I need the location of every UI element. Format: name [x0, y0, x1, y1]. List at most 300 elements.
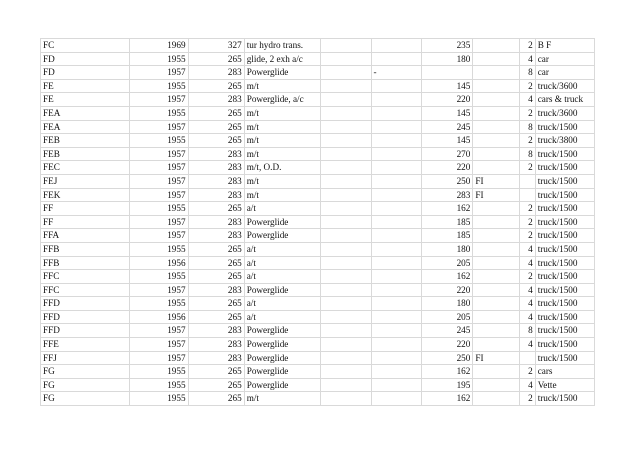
horsepower-cell: 185	[422, 215, 473, 229]
table-row	[41, 256, 595, 270]
empty-cell	[320, 338, 371, 352]
fuel-injection-cell	[473, 242, 520, 256]
fuel-injection-cell	[473, 229, 520, 243]
cid-cell: 265	[188, 52, 244, 66]
transmission-cell: a/t	[244, 202, 320, 216]
engine-code-cell: FFC	[41, 283, 130, 297]
engine-code-sheet	[40, 38, 595, 406]
transmission-cell: tur hydro trans.	[244, 39, 320, 53]
fuel-injection-cell	[473, 215, 520, 229]
application-cell: truck/1500	[535, 270, 594, 284]
table-row	[41, 270, 595, 284]
flag-cell	[371, 161, 422, 175]
table-row	[41, 351, 595, 365]
table-row	[41, 215, 595, 229]
cid-cell: 283	[188, 324, 244, 338]
flag-cell	[371, 365, 422, 379]
year-cell: 1957	[130, 215, 188, 229]
flag-cell	[371, 270, 422, 284]
empty-cell	[320, 283, 371, 297]
barrel-count-cell: 8	[520, 120, 536, 134]
transmission-cell: m/t	[244, 392, 320, 406]
horsepower-cell: 185	[422, 229, 473, 243]
fuel-injection-cell	[473, 310, 520, 324]
cid-cell: 265	[188, 120, 244, 134]
engine-code-cell: FEB	[41, 147, 130, 161]
year-cell: 1957	[130, 338, 188, 352]
year-cell: 1957	[130, 120, 188, 134]
year-cell: 1955	[130, 242, 188, 256]
table-row	[41, 188, 595, 202]
application-cell: truck/1500	[535, 283, 594, 297]
flag-cell	[371, 188, 422, 202]
empty-cell	[320, 297, 371, 311]
engine-code-cell: FFB	[41, 242, 130, 256]
application-cell: truck/1500	[535, 215, 594, 229]
application-cell: truck/1500	[535, 174, 594, 188]
cid-cell: 265	[188, 79, 244, 93]
cid-cell: 265	[188, 242, 244, 256]
year-cell: 1957	[130, 147, 188, 161]
fuel-injection-cell	[473, 338, 520, 352]
transmission-cell: Powerglide	[244, 338, 320, 352]
horsepower-cell: 145	[422, 79, 473, 93]
application-cell: truck/1500	[535, 188, 594, 202]
barrel-count-cell	[520, 174, 536, 188]
table-row	[41, 174, 595, 188]
application-cell: car	[535, 66, 594, 80]
cid-cell: 283	[188, 188, 244, 202]
cid-cell: 265	[188, 270, 244, 284]
flag-cell	[371, 106, 422, 120]
horsepower-cell: 180	[422, 52, 473, 66]
barrel-count-cell	[520, 351, 536, 365]
barrel-count-cell: 4	[520, 297, 536, 311]
application-cell: cars & truck	[535, 93, 594, 107]
application-cell: truck/1500	[535, 324, 594, 338]
barrel-count-cell: 4	[520, 242, 536, 256]
table-row	[41, 147, 595, 161]
cid-cell: 283	[188, 66, 244, 80]
transmission-cell: m/t	[244, 188, 320, 202]
cid-cell: 265	[188, 297, 244, 311]
year-cell: 1957	[130, 174, 188, 188]
empty-cell	[320, 147, 371, 161]
flag-cell	[371, 256, 422, 270]
transmission-cell: m/t	[244, 134, 320, 148]
fuel-injection-cell	[473, 202, 520, 216]
horsepower-cell: 162	[422, 202, 473, 216]
year-cell: 1955	[130, 297, 188, 311]
year-cell: 1955	[130, 365, 188, 379]
engine-code-cell: FEA	[41, 106, 130, 120]
flag-cell	[371, 202, 422, 216]
engine-code-cell: FEA	[41, 120, 130, 134]
fuel-injection-cell	[473, 324, 520, 338]
horsepower-cell: 270	[422, 147, 473, 161]
transmission-cell: Powerglide, a/c	[244, 93, 320, 107]
transmission-cell: m/t	[244, 106, 320, 120]
empty-cell	[320, 324, 371, 338]
table-row	[41, 229, 595, 243]
year-cell: 1955	[130, 202, 188, 216]
barrel-count-cell	[520, 188, 536, 202]
cid-cell: 265	[188, 378, 244, 392]
cid-cell: 283	[188, 351, 244, 365]
flag-cell	[371, 338, 422, 352]
application-cell: truck/3800	[535, 134, 594, 148]
transmission-cell: Powerglide	[244, 229, 320, 243]
fuel-injection-cell	[473, 79, 520, 93]
engine-code-cell: FE	[41, 93, 130, 107]
engine-code-cell: FFE	[41, 338, 130, 352]
table-row	[41, 134, 595, 148]
engine-code-cell: FG	[41, 378, 130, 392]
flag-cell	[371, 134, 422, 148]
table-row	[41, 106, 595, 120]
flag-cell: -	[371, 66, 422, 80]
flag-cell	[371, 120, 422, 134]
empty-cell	[320, 215, 371, 229]
application-cell: truck/1500	[535, 161, 594, 175]
flag-cell	[371, 93, 422, 107]
engine-code-cell: FFA	[41, 229, 130, 243]
year-cell: 1955	[130, 134, 188, 148]
barrel-count-cell: 2	[520, 270, 536, 284]
application-cell: truck/1500	[535, 242, 594, 256]
transmission-cell: glide, 2 exh a/c	[244, 52, 320, 66]
cid-cell: 283	[188, 147, 244, 161]
fuel-injection-cell: FI	[473, 188, 520, 202]
year-cell: 1957	[130, 324, 188, 338]
transmission-cell: Powerglide	[244, 283, 320, 297]
table-row	[41, 297, 595, 311]
empty-cell	[320, 202, 371, 216]
transmission-cell: Powerglide	[244, 215, 320, 229]
table-row	[41, 39, 595, 53]
transmission-cell: m/t	[244, 174, 320, 188]
transmission-cell: a/t	[244, 270, 320, 284]
fuel-injection-cell	[473, 297, 520, 311]
fuel-injection-cell	[473, 120, 520, 134]
table-row	[41, 52, 595, 66]
application-cell: truck/1500	[535, 120, 594, 134]
fuel-injection-cell	[473, 106, 520, 120]
year-cell: 1955	[130, 79, 188, 93]
empty-cell	[320, 174, 371, 188]
engine-code-cell: FF	[41, 215, 130, 229]
engine-code-table	[40, 38, 595, 406]
cid-cell: 265	[188, 134, 244, 148]
horsepower-cell: 180	[422, 297, 473, 311]
fuel-injection-cell	[473, 52, 520, 66]
flag-cell	[371, 147, 422, 161]
fuel-injection-cell: FI	[473, 351, 520, 365]
table-row	[41, 392, 595, 406]
empty-cell	[320, 134, 371, 148]
empty-cell	[320, 52, 371, 66]
cid-cell: 265	[188, 365, 244, 379]
horsepower-cell: 245	[422, 324, 473, 338]
engine-code-cell: FG	[41, 392, 130, 406]
engine-code-cell: FEK	[41, 188, 130, 202]
engine-code-cell: FC	[41, 39, 130, 53]
horsepower-cell: 162	[422, 270, 473, 284]
fuel-injection-cell	[473, 365, 520, 379]
application-cell: truck/1500	[535, 392, 594, 406]
year-cell: 1969	[130, 39, 188, 53]
fuel-injection-cell	[473, 134, 520, 148]
application-cell: truck/1500	[535, 297, 594, 311]
cid-cell: 265	[188, 392, 244, 406]
cid-cell: 265	[188, 256, 244, 270]
cid-cell: 327	[188, 39, 244, 53]
empty-cell	[320, 188, 371, 202]
empty-cell	[320, 66, 371, 80]
horsepower-cell: 283	[422, 188, 473, 202]
table-row	[41, 66, 595, 80]
year-cell: 1955	[130, 378, 188, 392]
application-cell: truck/3600	[535, 106, 594, 120]
table-row	[41, 378, 595, 392]
cid-cell: 283	[188, 283, 244, 297]
barrel-count-cell: 4	[520, 52, 536, 66]
barrel-count-cell: 4	[520, 378, 536, 392]
cid-cell: 283	[188, 215, 244, 229]
application-cell: truck/1500	[535, 310, 594, 324]
application-cell: truck/1500	[535, 338, 594, 352]
horsepower-cell: 205	[422, 256, 473, 270]
engine-code-cell: FFC	[41, 270, 130, 284]
year-cell: 1957	[130, 229, 188, 243]
horsepower-cell: 145	[422, 106, 473, 120]
cid-cell: 265	[188, 202, 244, 216]
empty-cell	[320, 161, 371, 175]
fuel-injection-cell	[473, 66, 520, 80]
transmission-cell: Powerglide	[244, 66, 320, 80]
table-row	[41, 338, 595, 352]
flag-cell	[371, 392, 422, 406]
engine-code-cell: FFD	[41, 297, 130, 311]
empty-cell	[320, 39, 371, 53]
horsepower-cell: 180	[422, 242, 473, 256]
year-cell: 1955	[130, 106, 188, 120]
year-cell: 1957	[130, 351, 188, 365]
table-row	[41, 93, 595, 107]
flag-cell	[371, 174, 422, 188]
horsepower-cell: 220	[422, 93, 473, 107]
year-cell: 1957	[130, 188, 188, 202]
transmission-cell: m/t, O.D.	[244, 161, 320, 175]
application-cell: cars	[535, 365, 594, 379]
engine-code-cell: FD	[41, 66, 130, 80]
horsepower-cell: 145	[422, 134, 473, 148]
horsepower-cell: 195	[422, 378, 473, 392]
transmission-cell: m/t	[244, 147, 320, 161]
flag-cell	[371, 378, 422, 392]
application-cell: B F	[535, 39, 594, 53]
year-cell: 1957	[130, 283, 188, 297]
engine-code-cell: FEJ	[41, 174, 130, 188]
engine-code-cell: FEC	[41, 161, 130, 175]
barrel-count-cell: 2	[520, 161, 536, 175]
empty-cell	[320, 351, 371, 365]
engine-code-cell: FF	[41, 202, 130, 216]
transmission-cell: Powerglide	[244, 351, 320, 365]
barrel-count-cell: 2	[520, 392, 536, 406]
empty-cell	[320, 365, 371, 379]
empty-cell	[320, 378, 371, 392]
horsepower-cell: 205	[422, 310, 473, 324]
barrel-count-cell: 4	[520, 93, 536, 107]
engine-code-cell: FFD	[41, 310, 130, 324]
empty-cell	[320, 79, 371, 93]
flag-cell	[371, 215, 422, 229]
engine-code-cell: FE	[41, 79, 130, 93]
horsepower-cell: 250	[422, 174, 473, 188]
transmission-cell: a/t	[244, 256, 320, 270]
horsepower-cell: 162	[422, 392, 473, 406]
fuel-injection-cell	[473, 39, 520, 53]
empty-cell	[320, 270, 371, 284]
transmission-cell: a/t	[244, 310, 320, 324]
year-cell: 1957	[130, 93, 188, 107]
barrel-count-cell: 2	[520, 215, 536, 229]
flag-cell	[371, 229, 422, 243]
barrel-count-cell: 8	[520, 324, 536, 338]
horsepower-cell: 220	[422, 283, 473, 297]
cid-cell: 283	[188, 338, 244, 352]
barrel-count-cell: 2	[520, 202, 536, 216]
table-row	[41, 283, 595, 297]
table-row	[41, 79, 595, 93]
fuel-injection-cell: FI	[473, 174, 520, 188]
horsepower-cell: 250	[422, 351, 473, 365]
year-cell: 1956	[130, 310, 188, 324]
year-cell: 1956	[130, 256, 188, 270]
transmission-cell: a/t	[244, 297, 320, 311]
engine-code-cell: FFD	[41, 324, 130, 338]
engine-code-rows	[41, 39, 595, 406]
year-cell: 1955	[130, 52, 188, 66]
flag-cell	[371, 52, 422, 66]
barrel-count-cell: 2	[520, 39, 536, 53]
barrel-count-cell: 8	[520, 147, 536, 161]
transmission-cell: m/t	[244, 120, 320, 134]
horsepower-cell: 220	[422, 338, 473, 352]
table-row	[41, 161, 595, 175]
barrel-count-cell: 4	[520, 338, 536, 352]
flag-cell	[371, 79, 422, 93]
cid-cell: 283	[188, 174, 244, 188]
fuel-injection-cell	[473, 93, 520, 107]
empty-cell	[320, 106, 371, 120]
application-cell: truck/1500	[535, 229, 594, 243]
table-row	[41, 202, 595, 216]
fuel-injection-cell	[473, 378, 520, 392]
horsepower-cell: 235	[422, 39, 473, 53]
barrel-count-cell: 2	[520, 229, 536, 243]
transmission-cell: a/t	[244, 242, 320, 256]
flag-cell	[371, 310, 422, 324]
engine-code-cell: FEB	[41, 134, 130, 148]
horsepower-cell: 245	[422, 120, 473, 134]
empty-cell	[320, 256, 371, 270]
table-row	[41, 242, 595, 256]
transmission-cell: Powerglide	[244, 324, 320, 338]
barrel-count-cell: 2	[520, 79, 536, 93]
barrel-count-cell: 4	[520, 310, 536, 324]
horsepower-cell: 220	[422, 161, 473, 175]
year-cell: 1955	[130, 392, 188, 406]
fuel-injection-cell	[473, 147, 520, 161]
transmission-cell: m/t	[244, 79, 320, 93]
flag-cell	[371, 351, 422, 365]
engine-code-cell: FG	[41, 365, 130, 379]
barrel-count-cell: 2	[520, 106, 536, 120]
transmission-cell: Powerglide	[244, 365, 320, 379]
year-cell: 1955	[130, 270, 188, 284]
transmission-cell: Powerglide	[244, 378, 320, 392]
horsepower-cell: 162	[422, 365, 473, 379]
table-row	[41, 120, 595, 134]
application-cell: truck/1500	[535, 256, 594, 270]
fuel-injection-cell	[473, 283, 520, 297]
barrel-count-cell: 2	[520, 134, 536, 148]
barrel-count-cell: 4	[520, 283, 536, 297]
flag-cell	[371, 297, 422, 311]
application-cell: truck/1500	[535, 351, 594, 365]
cid-cell: 265	[188, 106, 244, 120]
year-cell: 1957	[130, 161, 188, 175]
cid-cell: 283	[188, 161, 244, 175]
table-row	[41, 324, 595, 338]
table-row	[41, 365, 595, 379]
cid-cell: 283	[188, 229, 244, 243]
table-row	[41, 310, 595, 324]
application-cell: car	[535, 52, 594, 66]
application-cell: truck/3600	[535, 79, 594, 93]
engine-code-cell: FFJ	[41, 351, 130, 365]
empty-cell	[320, 93, 371, 107]
application-cell: truck/1500	[535, 147, 594, 161]
empty-cell	[320, 310, 371, 324]
application-cell: Vette	[535, 378, 594, 392]
barrel-count-cell: 2	[520, 365, 536, 379]
barrel-count-cell: 4	[520, 256, 536, 270]
flag-cell	[371, 39, 422, 53]
cid-cell: 283	[188, 93, 244, 107]
application-cell: truck/1500	[535, 202, 594, 216]
fuel-injection-cell	[473, 270, 520, 284]
fuel-injection-cell	[473, 256, 520, 270]
flag-cell	[371, 283, 422, 297]
flag-cell	[371, 324, 422, 338]
empty-cell	[320, 242, 371, 256]
engine-code-cell: FD	[41, 52, 130, 66]
horsepower-cell	[422, 66, 473, 80]
engine-code-cell: FFB	[41, 256, 130, 270]
barrel-count-cell: 8	[520, 66, 536, 80]
empty-cell	[320, 392, 371, 406]
empty-cell	[320, 229, 371, 243]
fuel-injection-cell	[473, 161, 520, 175]
cid-cell: 265	[188, 310, 244, 324]
empty-cell	[320, 120, 371, 134]
year-cell: 1957	[130, 66, 188, 80]
flag-cell	[371, 242, 422, 256]
fuel-injection-cell	[473, 392, 520, 406]
